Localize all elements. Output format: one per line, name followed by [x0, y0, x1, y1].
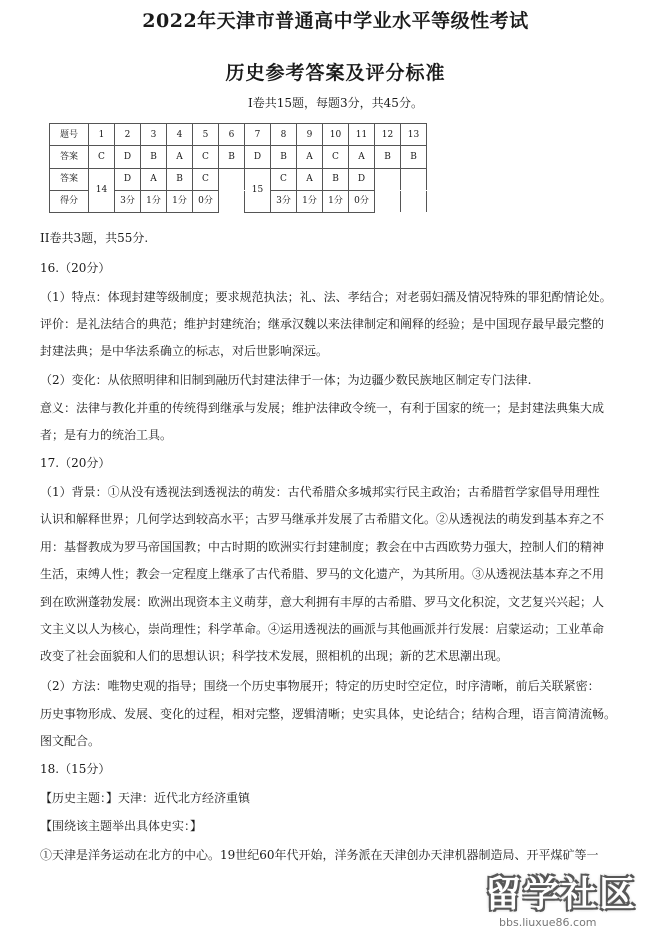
answer-table [49, 123, 427, 213]
body-line: 文主义以人为核心，崇尚理性；科学革命。④运用透视法的画派与其他画派并行发展：启蒙运动；工业革命 [40, 622, 605, 636]
table-cell: 13 [401, 124, 427, 146]
q15-number-cell: 15 [245, 168, 271, 213]
body-line: （2）变化：从依照明律和旧制到融历代封建法律于一体；为边疆少数民族地区制定专门法律. [40, 373, 532, 387]
body-line: 【历史主题：】天津：近代北方经济重镇 [40, 791, 251, 805]
table-cell-empty [401, 168, 427, 190]
table-cell: D [115, 168, 141, 190]
table-cell: A [167, 146, 193, 168]
table-cell: 5 [193, 124, 219, 146]
table-cell: 答案 [50, 146, 89, 168]
table-cell-empty [401, 190, 427, 212]
body-line: 评价：是礼法结合的典范；维护封建统治；继承汉魏以来法律制定和阐释的经验；是中国现存最早最完整的 [40, 317, 605, 331]
q16-heading: 16.（20分） [40, 261, 111, 275]
part1-intro: I卷共15题，每题3分，共45分。 [248, 96, 423, 110]
table-cell: A [141, 168, 167, 190]
table-cell: A [297, 168, 323, 190]
table-cell: A [349, 146, 375, 168]
table-cell: D [245, 146, 271, 168]
body-line: ①天津是洋务运动在北方的中心。19世纪60年代开始，洋务派在天津创办天津机器制造局、开平煤矿等一 [40, 848, 599, 862]
table-cell: 7 [245, 124, 271, 146]
table-cell: D [115, 146, 141, 168]
body-line: 历史事物形成、发展、变化的过程，相对完整，逻辑清晰；史实具体，史论结合；结构合理，语言简清流畅。 [40, 707, 617, 721]
table-cell-empty [375, 190, 401, 212]
table-cell: 1分 [141, 190, 167, 212]
table-cell: C [193, 168, 219, 190]
table-cell: B [167, 168, 193, 190]
body-line: 到在欧洲蓬勃发展：欧洲出现资本主义萌芽，意大利拥有丰厚的古希腊、罗马文化积淀，文艺复兴兴起；人 [40, 595, 605, 609]
table-row-answers [50, 146, 427, 168]
table-cell-empty [219, 190, 245, 212]
table-cell: B [271, 146, 297, 168]
watermark-url: bbs.liuxue86.com [499, 916, 597, 929]
body-line: 用：基督教成为罗马帝国国教；中古时期的欧洲实行封建制度；教会在中古西欧势力强大，控制人们的精神 [40, 540, 605, 554]
table-cell: 8 [271, 124, 297, 146]
table-cell: B [401, 146, 427, 168]
body-line: 意义：法律与教化并重的传统得到继承与发展；维护法律政令统一，有利于国家的统一；是封建法典集大成 [40, 401, 605, 415]
exam-title: 2022年天津市普通高中学业水平等级性考试 [142, 10, 529, 32]
table-cell: 9 [297, 124, 323, 146]
body-line: 认识和解释世界；几何学达到较高水平；古罗马继承并发展了古希腊文化。②从透视法的萌发到基本弃之不 [40, 512, 605, 526]
table-cell: 6 [219, 124, 245, 146]
table-cell: 答案 [50, 168, 89, 190]
table-cell: B [375, 146, 401, 168]
part2-intro: II卷共3题，共55分. [40, 231, 149, 245]
table-cell: 11 [349, 124, 375, 146]
q14-number-cell: 14 [89, 168, 115, 213]
q18-heading: 18.（15分） [40, 762, 111, 776]
body-line: 生活，束缚人性；教会一定程度上继承了古代希腊、罗马的文化遗产，为其所用。③从透视法基本弃之不用 [40, 567, 605, 581]
table-cell: 10 [323, 124, 349, 146]
body-line: 改变了社会面貌和人们的思想认识；科学技术发展，照相机的出现；新的艺术思潮出现。 [40, 649, 509, 663]
body-line: 封建法典；是中华法系确立的标志，对后世影响深远。 [40, 344, 329, 358]
table-cell: 得分 [50, 190, 89, 212]
table-row-q14-q15-answers [50, 168, 427, 190]
table-cell: 3 [141, 124, 167, 146]
answer-key-title: 历史参考答案及评分标准 [225, 62, 446, 84]
table-cell: 3分 [271, 190, 297, 212]
table-cell: 3分 [115, 190, 141, 212]
table-cell: C [193, 146, 219, 168]
body-line: 者；是有力的统治工具。 [40, 428, 173, 442]
table-cell: 2 [115, 124, 141, 146]
q17-heading: 17.（20分） [40, 456, 111, 470]
watermark-logo [485, 866, 665, 936]
table-cell: 1分 [323, 190, 349, 212]
table-cell-empty [219, 168, 245, 190]
table-cell: D [349, 168, 375, 190]
table-cell: 12 [375, 124, 401, 146]
table-cell: 0分 [349, 190, 375, 212]
table-cell: 0分 [193, 190, 219, 212]
table-cell: B [141, 146, 167, 168]
table-row-numbers [50, 124, 427, 146]
table-cell: C [271, 168, 297, 190]
table-cell: C [89, 146, 115, 168]
body-line: （1）背景：①从没有透视法到透视法的萌发：古代希腊众多城邦实行民主政治；古希腊哲学家倡导用理性 [40, 485, 600, 499]
table-cell: B [323, 168, 349, 190]
table-cell: B [219, 146, 245, 168]
body-line: 【围绕该主题举出具体史实：】 [40, 819, 203, 833]
watermark-brand: 留学社区 [485, 874, 638, 915]
body-line: （1）特点：体现封建等级制度；要求规范执法；礼、法、孝结合；对老弱妇孺及情况特殊的罪犯酌情论处。 [40, 290, 612, 304]
table-cell-empty [375, 168, 401, 190]
body-line: 图文配合。 [40, 734, 101, 748]
table-cell: 4 [167, 124, 193, 146]
table-cell: 1 [89, 124, 115, 146]
table-cell: C [323, 146, 349, 168]
body-line: （2）方法：唯物史观的指导；围绕一个历史事物展开；特定的历史时空定位，时序清晰，前后关联紧密： [40, 679, 600, 693]
table-cell: 1分 [297, 190, 323, 212]
table-cell: 题号 [50, 124, 89, 146]
table-cell: 1分 [167, 190, 193, 212]
table-cell: A [297, 146, 323, 168]
